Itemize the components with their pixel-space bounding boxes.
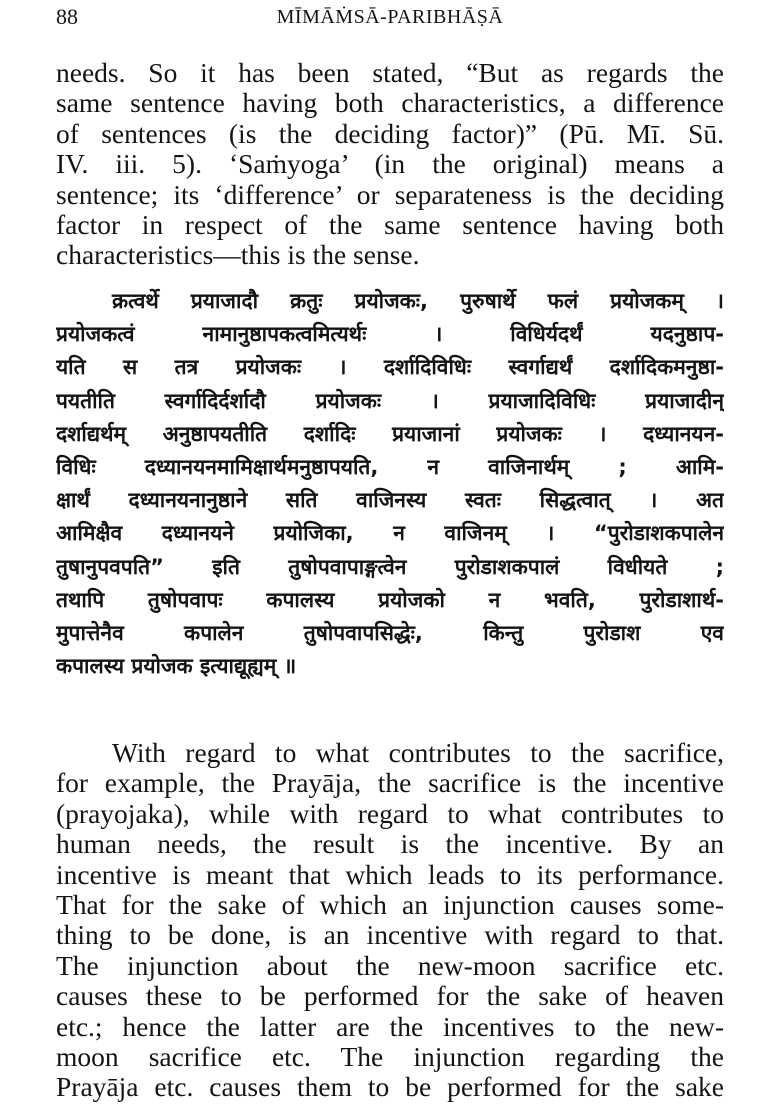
text-line: moon sacrifice etc. The injunction regarding the [56, 1041, 724, 1072]
sanskrit-line: आमिक्षैव दध्यानयने प्रयोजिका, न वाजिनम् । “पुरोडाशकपालेन [56, 521, 724, 546]
text-line: (prayojaka), while with regard to what contributes to [56, 798, 724, 829]
text-line: IV. iii. 5). ‘Saṁyoga’ (in the original) means a [56, 149, 724, 180]
text-line: factor in respect of the same sentence having both [56, 209, 724, 240]
text-line: etc.; hence the latter are the incentives to the new- [56, 1011, 724, 1042]
running-title: MĪMĀṀSĀ-PARIBHĀṢĀ [276, 6, 504, 28]
text-line: characteristics—this is the sense. [56, 240, 420, 271]
text-line: The injunction about the new-moon sacrifice etc. [56, 950, 724, 981]
paragraph-1 [56, 58, 724, 271]
sanskrit-line: मुपात्तेनैव कपालेन तुषोपवापसिद्धेः, किन्तु पुरोडाश एव [56, 620, 724, 645]
page-number: 88 [56, 4, 78, 29]
sanskrit-line: तुषानुपवपति” इति तुषोपवापाङ्गत्वेन पुरोडाशकपालं विधीयते ; [56, 554, 724, 579]
sanskrit-line: कपालस्य प्रयोजक इत्याद्यूह्यम् ॥ [56, 654, 297, 679]
sanskrit-line: तथापि तुषोपवापः कपालस्य प्रयोजको न भवति, पुरोडाशार्थ- [56, 587, 724, 612]
paragraph-2 [56, 738, 724, 1103]
text-line: With regard to what contributes to the sacrifice, [112, 738, 724, 768]
sanskrit-passage [56, 285, 724, 683]
text-line: for example, the Prayāja, the sacrifice is the incentive [56, 768, 724, 799]
text-line: sentence; its ‘difference’ or separateness is the deciding [56, 179, 724, 210]
text-line: human needs, the result is the incentive. By an [56, 829, 724, 860]
text-line: same sentence having both characteristics, a difference [56, 88, 724, 119]
text-line: incentive is meant that which leads to its performance. [56, 859, 724, 890]
text-line: thing to be done, is an incentive with regard to that. [56, 920, 724, 951]
sanskrit-line: पयतीति स्वर्गादिर्दर्शादौ प्रयोजकः । प्रयाजादिविधिः प्रयाजादीन् [56, 388, 724, 413]
text-line: Prayāja etc. causes them to be performed for the sake [56, 1072, 724, 1103]
text-line: needs. So it has been stated, “But as regards the [56, 58, 724, 88]
sanskrit-line: प्रयोजकत्वं नामानुष्ठापकत्वमित्यर्थः । विधिर्यदर्थं यदनुष्ठाप- [56, 322, 724, 347]
text-line: of sentences (is the deciding factor)” (Pū. Mī. Sū. [56, 118, 724, 149]
sanskrit-line: क्षार्थं दध्यानयनानुष्ठाने सति वाजिनस्य स्वतः सिद्धत्वात् । अत [56, 488, 724, 513]
running-head [56, 4, 724, 34]
text-line: causes these to be performed for the sake of heaven [56, 981, 724, 1012]
sanskrit-line: विधिः दध्यानयनमामिक्षार्थमनुष्ठापयति, न वाजिनार्थम् ; आमि- [56, 454, 724, 479]
text-line: That for the sake of which an injunction causes some- [56, 889, 724, 920]
sanskrit-line: दर्शाद्यर्थम् अनुष्ठापयतीति दर्शादिः प्रयाजानां प्रयोजकः । दध्यानयन- [56, 421, 724, 446]
sanskrit-line: क्रत्वर्थे प्रयाजादौ क्रतुः प्रयोजकः, पुरुषार्थे फलं प्रयोजकम् । [112, 289, 724, 313]
sanskrit-line: यति स तत्र प्रयोजकः । दर्शादिविधिः स्वर्गाद्यर्थं दर्शादिकमनुष्ठा- [56, 355, 724, 380]
